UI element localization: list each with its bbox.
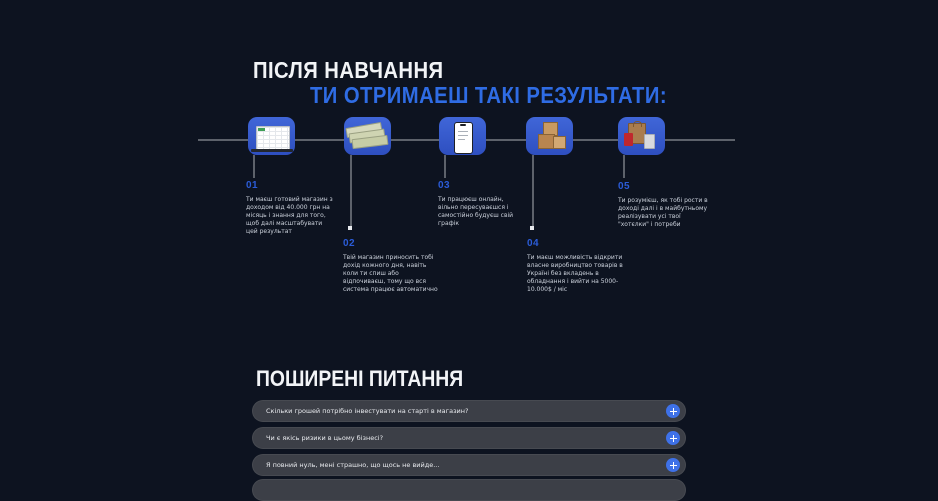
connector-01	[253, 155, 255, 178]
timeline-number: 04	[527, 238, 540, 249]
timeline-description: Ти розумієш, як тобі рости в доході далі і в майбутньому реалізувати усі твої "хотєлки" і потреби	[618, 197, 708, 228]
timeline-number: 05	[618, 181, 631, 192]
timeline-item-04	[527, 238, 635, 294]
timeline-description: Ти маєш готовий магазин з доходом від 40.000 грн на місяць і знання для того, щоб далі масштабувати цей результат	[246, 196, 333, 235]
faq-question: Я повний нуль, мені страшно, що щось не вийде...	[266, 461, 440, 469]
faq-item-3[interactable]	[252, 454, 686, 476]
plus-icon[interactable]	[666, 431, 680, 445]
connector-04	[532, 155, 534, 228]
laptop-base	[251, 149, 293, 152]
plus-icon[interactable]	[666, 458, 680, 472]
faq-question: Чи є якісь ризики в цьому бізнесі?	[266, 434, 384, 442]
phone-order-icon	[439, 117, 486, 155]
faq-question: Скільки грошей потрібно інвестувати на старті в магазин?	[266, 407, 469, 415]
laptop-screen	[256, 126, 290, 150]
money-stack-icon	[344, 117, 391, 155]
timeline-item-05	[618, 181, 710, 229]
cardboard-boxes-icon	[526, 117, 573, 155]
connector-02	[350, 155, 352, 228]
shopping-bags-icon	[618, 117, 665, 155]
timeline-item-01	[246, 180, 334, 236]
timeline-item-03	[438, 180, 522, 228]
plus-icon[interactable]	[666, 404, 680, 418]
timeline-description: Ти маєш можливість відкрити власне виробництво товарів в Україні без вкладень в обладнання і вийти на 5000-10.000$ / міс	[527, 254, 623, 293]
timeline-number: 02	[343, 238, 356, 249]
faq-item-1[interactable]	[252, 400, 686, 422]
faq-item-2[interactable]	[252, 427, 686, 449]
timeline-number: 01	[246, 180, 259, 191]
page-title-line2: ТИ ОТРИМАЕШ ТАКІ РЕЗУЛЬТАТИ:	[310, 82, 668, 108]
timeline-item-02	[343, 238, 439, 294]
timeline-description: Ти працюєш онлайн, вільно пересуваєшся і самостійно будуєш свій графік	[438, 196, 514, 227]
laptop-spreadsheet-icon	[248, 117, 295, 155]
connector-05	[623, 155, 625, 178]
timeline-description: Твій магазин приносить тобі дохід кожного дня, навіть коли ти спиш або відпочиваєш, тому що вся система працює автоматично	[343, 254, 438, 293]
page-title-line1: ПІСЛЯ НАВЧАННЯ	[253, 57, 444, 83]
faq-item-partial[interactable]	[252, 479, 686, 501]
timeline-number: 03	[438, 180, 451, 191]
faq-section-title: ПОШИРЕНІ ПИТАННЯ	[256, 366, 464, 391]
connector-03	[444, 155, 446, 178]
